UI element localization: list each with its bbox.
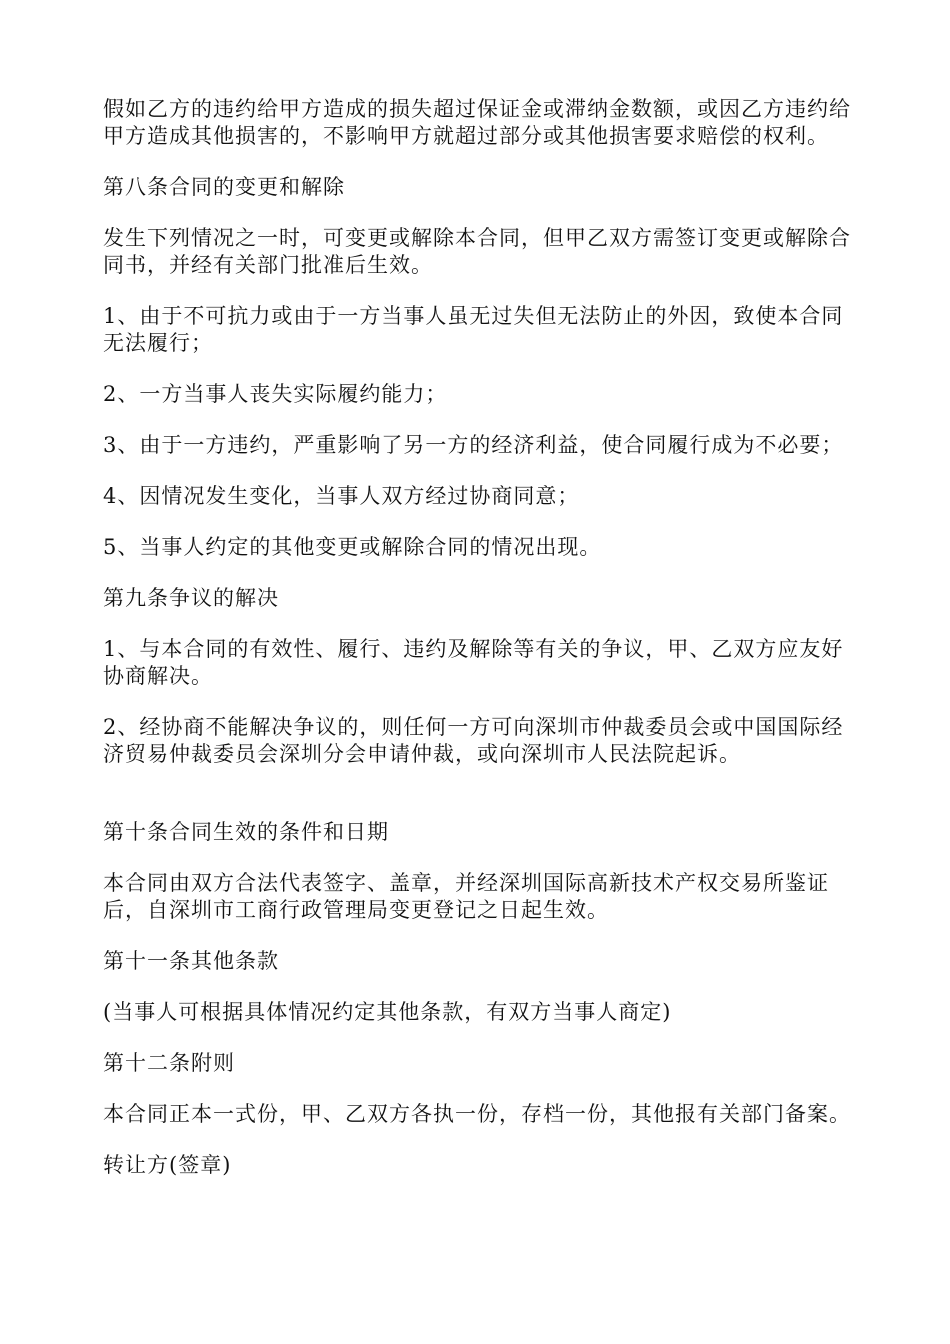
signature-transferor: 转让方(签章) [103, 1153, 232, 1177]
heading-article-9: 第九条争议的解决 [103, 586, 279, 610]
paragraph-copies: 本合同正本一式份，甲、乙双方各执一份，存档一份，其他报有关部门备案。 [103, 1102, 851, 1126]
paragraph-modification-conditions: 发生下列情况之一时，可变更或解除本合同，但甲乙双方需签订变更或解除合同书，并经有关部门批准后生效。 [103, 226, 851, 277]
heading-article-12: 第十二条附则 [103, 1051, 235, 1075]
heading-article-11: 第十一条其他条款 [103, 949, 279, 973]
paragraph-breach-damages: 假如乙方的违约给甲方造成的损失超过保证金或滞纳金数额，或因乙方违约给甲方造成其他损害的，不影响甲方就超过部分或其他损害要求赔偿的权利。 [103, 97, 851, 148]
heading-article-8: 第八条合同的变更和解除 [103, 175, 345, 199]
dispute-item-1: 1、与本合同的有效性、履行、违约及解除等有关的争议，甲、乙双方应友好协商解决。 [103, 637, 844, 688]
list-item-1: 1、由于不可抗力或由于一方当事人虽无过失但无法防止的外因，致使本合同无法履行； [103, 304, 844, 355]
list-item-2: 2、一方当事人丧失实际履约能力； [103, 382, 448, 406]
paragraph-effective-date: 本合同由双方合法代表签字、盖章，并经深圳国际高新技术产权交易所鉴证后，自深圳市工商行政管理局变更登记之日起生效。 [103, 871, 829, 922]
list-item-4: 4、因情况发生变化，当事人双方经过协商同意； [103, 484, 580, 508]
list-item-3: 3、由于一方违约，严重影响了另一方的经济利益，使合同履行成为不必要； [103, 433, 844, 457]
document-body [103, 96, 863, 1203]
dispute-item-2: 2、经协商不能解决争议的，则任何一方可向深圳市仲裁委员会或中国国际经济贸易仲裁委员会深圳分会申请仲裁，或向深圳市人民法院起诉。 [103, 715, 844, 766]
paragraph-other-terms: (当事人可根据具体情况约定其他条款，有双方当事人商定) [103, 1000, 672, 1024]
heading-article-10: 第十条合同生效的条件和日期 [103, 820, 389, 844]
list-item-5: 5、当事人约定的其他变更或解除合同的情况出现。 [103, 535, 602, 559]
